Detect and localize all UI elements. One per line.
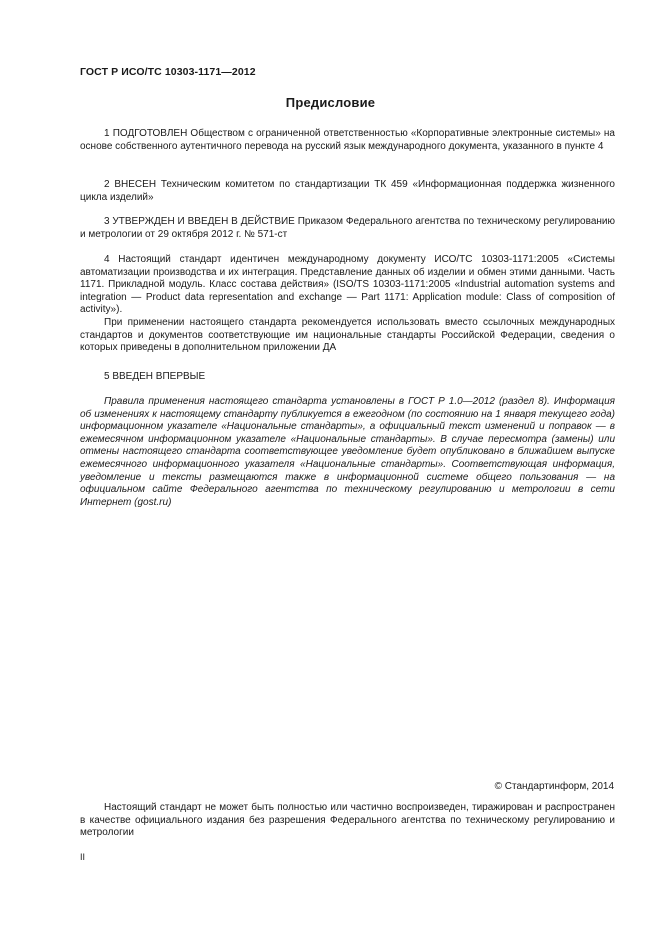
item-1-text: 1 ПОДГОТОВЛЕН Обществом с ограниченной ответственностью «Корпоративные электронные системы» на основе собственного аутентичного перевода на русский язык международного документа, указанного в пункте 4 <box>80 128 615 152</box>
item-4 <box>80 254 615 355</box>
item-3-text: 3 УТВЕРЖДЕН И ВВЕДЕН В ДЕЙСТВИЕ Приказом Федерального агентства по техническому регулированию и метрологии от 29 октября 2012 г. № 571-ст <box>80 216 615 240</box>
item-4-text: 4 Настоящий стандарт идентичен международному документу ИСО/ТС 10303-1171:2005 «Системы автоматизации производства и их интеграция. Представление данных об изделии и обмен этими данными. Часть 1171. Прикладной модуль. Класс состава действия» (ISO/TS 10303-1171:2005 «Industrial automation systems and integration — Product data representation and exchange — Part 1171: Application module: Class of composition of activity»). <box>80 254 615 316</box>
page-number: II <box>80 852 86 862</box>
item-3 <box>80 216 615 241</box>
page-title: Предисловие <box>285 95 376 110</box>
item-5 <box>80 371 615 384</box>
item-1 <box>80 128 615 153</box>
copyright: © Стандартинформ, 2014 <box>494 781 614 792</box>
application-rules-notice: Правила применения настоящего стандарта установлены в ГОСТ Р 1.0—2012 (раздел 8). Информация об изменениях к настоящему стандарту публикуется в ежегодном (по состоянию на 1 января текущего года) информационном указателе «Национальные стандарты», а официальный текст изменений и поправок — в ежемесячном информационном указателе «Национальные стандарты». В случае пересмотра (замены) или отмены настоящего стандарта соответствующее уведомление будет опубликовано в ближайшем выпуске ежемесячного информационного указателя «Национальные стандарты». Соответствующая информация, уведомление и тексты размещаются также в информационной системе общего пользования — на официальном сайте Федерального агентства по техническому регулированию и метрологии в сети Интернет (gost.ru) <box>80 396 615 508</box>
rights-statement: Настоящий стандарт не может быть полностью или частично воспроизведен, тиражирован и распространен в качестве официального издания без разрешения Федерального агентства по техническому регулированию и метрологии <box>80 802 615 839</box>
item-2-text: 2 ВНЕСЕН Техническим комитетом по стандартизации ТК 459 «Информационная поддержка жизненного цикла изделий» <box>80 179 615 203</box>
document-header: ГОСТ Р ИСО/ТС 10303-1171—2012 <box>80 66 256 78</box>
item-5-text: 5 ВВЕДЕН ВПЕРВЫЕ <box>104 371 206 382</box>
item-2 <box>80 179 615 204</box>
item-4-note: При применении настоящего стандарта рекомендуется использовать вместо ссылочных международных стандартов и документов соответствующие им национальные стандарты Российской Федерации, сведения о которых приведены в дополнительном приложении ДА <box>80 316 615 354</box>
